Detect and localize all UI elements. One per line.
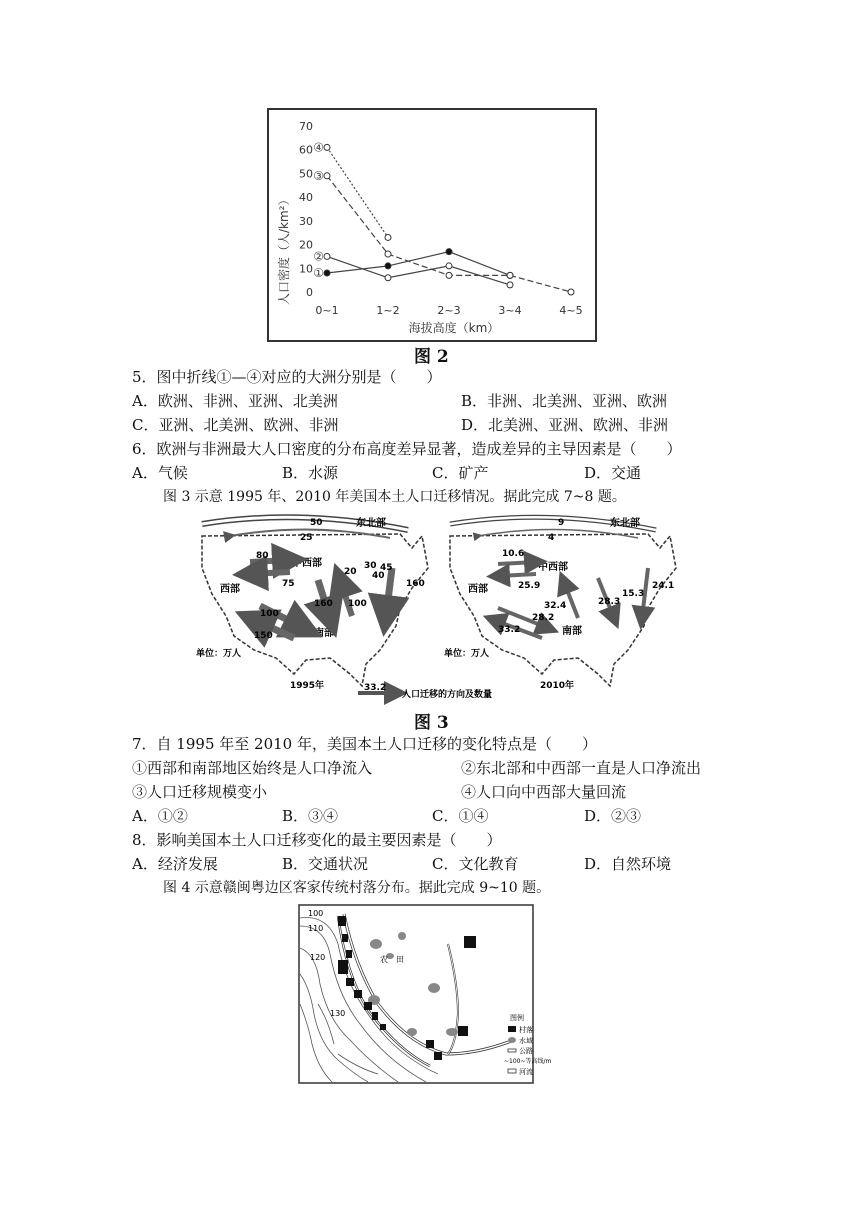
y-tick-label: 20 [299, 238, 313, 252]
series-line-2 [327, 256, 510, 284]
figure-4-village-map [298, 904, 552, 1084]
y-tick-label: 60 [299, 143, 313, 157]
x-tick-label: 1~2 [376, 304, 400, 317]
x-axis-label: 海拔高度（km） [408, 321, 500, 335]
series-label-4: ④ [313, 140, 324, 155]
contour-110: 110 [308, 924, 324, 933]
map2010-num: 32.4 [544, 601, 567, 611]
figure-2-chart [267, 108, 597, 342]
series-label-3: ③ [313, 168, 324, 183]
map2010-num: 28.3 [598, 597, 621, 607]
map1995-year: 1995年 [290, 681, 325, 691]
q8-stem: 8．影响美国本土人口迁移变化的最主要因素是（ ） [132, 831, 502, 849]
q7-statement-4: ④人口向中西部大量回流 [461, 783, 627, 801]
legend-contour: ~100~等高线/m [504, 1058, 552, 1065]
q7-stem: 7．自 1995 年至 2010 年，美国本土人口迁移的变化特点是（ ） [132, 735, 597, 753]
q7-statement-3: ③人口迁移规模变小 [132, 783, 268, 801]
data-point [385, 263, 391, 269]
figure-3-intro: 图 3 示意 1995 年、2010 年美国本土人口迁移情况。据此完成 7~8 题。 [163, 489, 626, 505]
figure-4-intro: 图 4 示意赣闽粤边区客家传统村落分布。据此完成 9~10 题。 [163, 880, 551, 896]
q7-option-d[interactable]: D．②③ [584, 807, 642, 825]
x-tick-label: 4~5 [559, 304, 583, 317]
field-label: 农 田 [380, 955, 404, 964]
figure-3-legend [358, 683, 492, 700]
region-west: 西部 [220, 584, 240, 595]
line-chart [269, 110, 595, 340]
x-tick-label: 2~3 [437, 304, 461, 317]
map2010-num-top2: 4 [548, 533, 555, 543]
x-tick-label: 0~1 [315, 304, 339, 317]
y-tick-label: 40 [299, 191, 313, 205]
data-point [324, 253, 330, 259]
q8-option-c[interactable]: C．文化教育 [432, 855, 519, 873]
legend-water: 水域 [519, 1037, 533, 1045]
figure-3-migration-maps [190, 508, 676, 704]
y-tick-label: 0 [306, 286, 313, 299]
q8-option-b[interactable]: B．交通状况 [282, 855, 369, 873]
legend-value: 33.2 [364, 683, 387, 693]
region-west: 西部 [468, 584, 488, 595]
region-south: 南部 [314, 628, 334, 639]
q6-stem: 6．欧洲与非洲最大人口密度的分布高度差异显著，造成差异的主导因素是（ ） [132, 440, 682, 458]
q5-option-c[interactable]: C．亚洲、北美洲、欧洲、非洲 [132, 416, 339, 434]
q6-option-c[interactable]: C．矿产 [432, 464, 489, 482]
q5-stem: 5．图中折线①—④对应的大洲分别是（ ） [132, 368, 442, 386]
q6-option-a[interactable]: A．气候 [132, 464, 188, 482]
data-point [324, 144, 330, 150]
data-point [507, 272, 513, 278]
usa-outline-1995 [202, 534, 428, 686]
contour-130: 130 [330, 1009, 346, 1018]
q6-option-b[interactable]: B．水源 [282, 464, 339, 482]
map1995-num-top: 50 [310, 518, 323, 528]
map1995-num: 160 [314, 599, 333, 609]
data-point [324, 270, 330, 276]
map1995-num: 20 [344, 567, 357, 577]
y-tick-label: 30 [299, 214, 313, 228]
map1995-num-top2: 25 [300, 533, 313, 543]
data-point [568, 289, 574, 295]
map1995-num: 100 [260, 609, 279, 619]
legend-road: 公路 [519, 1047, 533, 1055]
map1995-unit: 单位：万人 [196, 649, 242, 659]
x-tick-label: 3~4 [498, 304, 522, 317]
data-point [385, 275, 391, 281]
map-2010 [444, 516, 676, 691]
map1995-num: 80 [256, 551, 269, 561]
figure-2-caption: 图 2 [414, 347, 449, 367]
y-tick-label: 10 [299, 262, 313, 276]
map1995-num: 30 [364, 561, 377, 571]
q6-option-d[interactable]: D．交通 [584, 464, 642, 482]
map1995-num: 75 [282, 579, 295, 589]
contour-120: 120 [310, 953, 326, 962]
map-1995 [196, 516, 428, 691]
map2010-num: 28.2 [532, 613, 555, 623]
data-point [507, 282, 513, 288]
q7-statement-1: ①西部和南部地区始终是人口净流入 [132, 759, 373, 777]
q7-option-a[interactable]: A．①② [132, 807, 188, 825]
series-label-2: ② [313, 249, 324, 264]
region-northeast: 东北部 [610, 518, 640, 529]
y-tick-label: 70 [299, 120, 313, 133]
q5-option-d[interactable]: D．北美洲、亚洲、欧洲、非洲 [461, 416, 669, 434]
legend-text: 人口迁移的方向及数量 [402, 690, 493, 700]
contour-100: 100 [308, 909, 324, 918]
data-point [324, 173, 330, 179]
map1995-num: 45 [380, 563, 393, 573]
map2010-num: 33.2 [498, 625, 521, 635]
map2010-num: 24.1 [652, 581, 675, 591]
y-axis-label: 人口密度（人/km²） [277, 193, 291, 305]
region-midwest: 中西部 [292, 558, 322, 569]
q7-option-b[interactable]: B．③④ [282, 807, 339, 825]
map1995-num: 150 [254, 631, 273, 641]
data-point [446, 249, 452, 255]
region-south: 南部 [562, 626, 582, 637]
region-midwest: 中西部 [538, 562, 568, 573]
y-tick-label: 50 [299, 167, 313, 181]
data-point [446, 272, 452, 278]
data-point [385, 234, 391, 240]
data-point [385, 251, 391, 257]
map1995-num: 40 [372, 571, 385, 581]
map1995-num: 100 [348, 599, 367, 609]
data-point [446, 263, 452, 269]
map2010-num: 15.3 [622, 589, 645, 599]
region-northeast: 东北部 [356, 518, 386, 529]
legend-village: 村落 [519, 1026, 533, 1034]
figure-3-caption: 图 3 [414, 713, 449, 733]
q7-option-c[interactable]: C．①④ [432, 807, 489, 825]
map2010-num-top: 9 [558, 518, 565, 528]
q8-option-d[interactable]: D．自然环境 [584, 855, 672, 873]
series-line-4 [327, 147, 388, 237]
map2010-unit: 单位：万人 [444, 649, 490, 659]
series-label-1: ① [313, 266, 324, 281]
q7-statement-2: ②东北部和中西部一直是人口净流出 [461, 759, 702, 777]
map2010-year: 2010年 [540, 681, 575, 691]
map2010-num: 10.6 [502, 549, 525, 559]
q8-option-a[interactable]: A．经济发展 [132, 855, 218, 873]
legend-river: 河流 [519, 1068, 533, 1076]
legend-title: 图例 [510, 1014, 524, 1022]
q5-option-b[interactable]: B．非洲、北美洲、亚洲、欧洲 [461, 392, 668, 410]
q5-option-a[interactable]: A．欧洲、非洲、亚洲、北美洲 [132, 392, 338, 410]
map1995-num: 160 [406, 579, 425, 589]
map2010-num: 25.9 [518, 581, 541, 591]
